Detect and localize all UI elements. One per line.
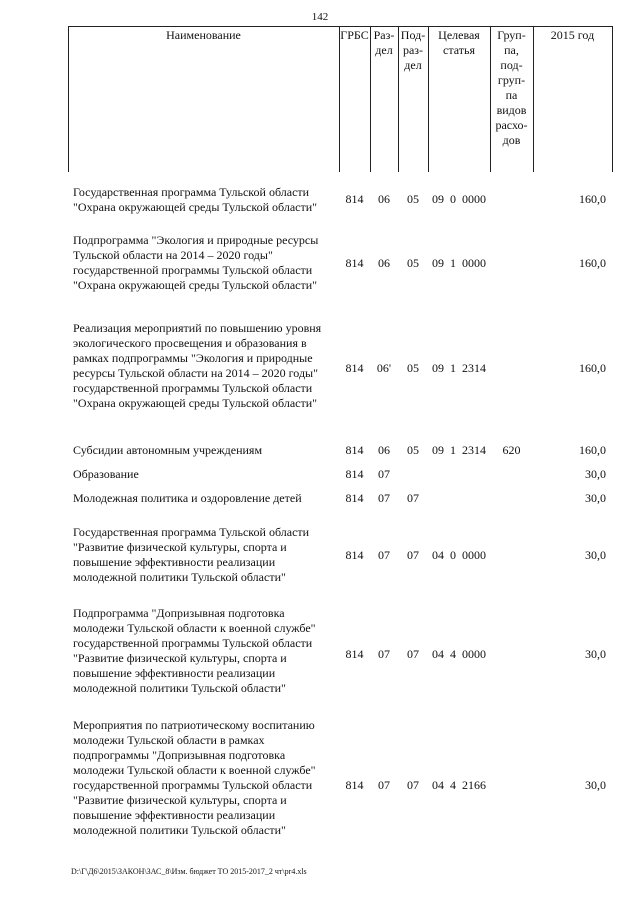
- row-amount: 160,0: [579, 361, 606, 375]
- row-target: 09 1 0000: [432, 256, 486, 270]
- page-number: 142: [311, 11, 329, 23]
- row-podrazdel: 05: [407, 361, 419, 375]
- header-razdel: Раз- дел: [373, 28, 395, 57]
- row-target: 09 1 2314: [432, 443, 486, 457]
- row-podrazdel: 05: [407, 256, 419, 270]
- row-razdel: 07: [378, 491, 390, 505]
- row-name: Подпрограмма "Экология и природные ресурсы Тульской области на 2014 – 2020 годы" государственной программы Тульской области "Охрана окружающей среды Тульской области": [73, 233, 319, 292]
- row-razdel: 07: [378, 548, 390, 562]
- row-name: Подпрограмма "Допризывная подготовка молодежи Тульской области к военной службе" государственной программы Тульской области "Развитие физической культуры, спорта и повышение эффективности реализации молодежной политики Тульской области": [73, 606, 316, 695]
- row-group: 620: [502, 443, 521, 457]
- row-amount: 160,0: [579, 256, 606, 270]
- header-year: 2015 год: [550, 28, 595, 42]
- row-name: Молодежная политика и оздоровление детей: [73, 491, 302, 505]
- header-target: Целевая статья: [438, 28, 480, 57]
- row-amount: 160,0: [579, 192, 606, 206]
- row-amount: 30,0: [585, 548, 606, 562]
- row-grbs: 814: [345, 443, 364, 457]
- row-name: Субсидии автономным учреждениям: [73, 443, 263, 457]
- row-amount: 30,0: [585, 647, 606, 661]
- header-divider: [612, 26, 613, 172]
- row-amount: 30,0: [585, 778, 606, 792]
- header-divider: [533, 26, 534, 172]
- row-grbs: 814: [345, 548, 364, 562]
- row-target: 04 4 0000: [432, 647, 486, 661]
- header-top-border: [68, 26, 612, 27]
- row-name: Мероприятия по патриотическому воспитанию молодежи Тульской области в рамках подпрограммы "Допризывная подготовка молодежи Тульской области к военной службе" государственной программы Тульской области "Развитие физической культуры, спорта и повышение эффективности реализации молодежной политики Тульской области": [73, 718, 316, 837]
- row-name: Государственная программа Тульской области "Развитие физической культуры, спорта и повышение эффективности реализации молодежной политики Тульской области": [73, 525, 310, 584]
- row-name: Образование: [73, 467, 139, 481]
- row-grbs: 814: [345, 192, 364, 206]
- row-razdel: 06: [378, 443, 390, 457]
- row-name: Государственная программа Тульской области "Охрана окружающей среды Тульской области": [73, 185, 318, 214]
- header-name: Наименование: [166, 28, 241, 42]
- row-grbs: 814: [345, 778, 364, 792]
- file-path-footer: D:\Г\Д6\2015\ЗАКОН\ЗАС_8\Изм. бюджет ТО 2015-2017_2 чт\pr4.xls: [71, 867, 307, 876]
- row-razdel: 06: [378, 192, 390, 206]
- row-podrazdel: 07: [407, 491, 419, 505]
- row-razdel: 06': [376, 361, 392, 375]
- row-amount: 30,0: [585, 467, 606, 481]
- row-amount: 160,0: [579, 443, 606, 457]
- row-target: 09 1 2314: [432, 361, 486, 375]
- row-podrazdel: 05: [407, 443, 419, 457]
- row-grbs: 814: [345, 361, 364, 375]
- row-podrazdel: 07: [407, 647, 419, 661]
- row-grbs: 814: [345, 647, 364, 661]
- row-razdel: 07: [378, 467, 390, 481]
- row-grbs: 814: [345, 467, 364, 481]
- row-grbs: 814: [345, 491, 364, 505]
- row-podrazdel: 05: [407, 192, 419, 206]
- row-podrazdel: 07: [407, 548, 419, 562]
- row-name: Реализация мероприятий по повышению уровня экологического просвещения и образования в рамках подпрограммы "Экология и природные ресурсы Тульской области на 2014 – 2020 годы" государственной программы Тульской области "Охрана окружающей среды Тульской области": [73, 321, 322, 410]
- header-podrazdel: Под- раз- дел: [400, 28, 426, 72]
- row-razdel: 07: [378, 647, 390, 661]
- row-target: 09 0 0000: [432, 192, 486, 206]
- header-divider: [68, 26, 69, 172]
- row-razdel: 07: [378, 778, 390, 792]
- header-grbs: ГРБС: [340, 28, 369, 42]
- row-target: 04 0 0000: [432, 548, 486, 562]
- header-group: Груп- па, под- груп- па видов расхо- дов: [495, 28, 528, 147]
- row-target: 04 4 2166: [432, 778, 486, 792]
- row-razdel: 06: [378, 256, 390, 270]
- header-divider: [339, 26, 340, 172]
- row-grbs: 814: [345, 256, 364, 270]
- row-podrazdel: 07: [407, 778, 419, 792]
- row-amount: 30,0: [585, 491, 606, 505]
